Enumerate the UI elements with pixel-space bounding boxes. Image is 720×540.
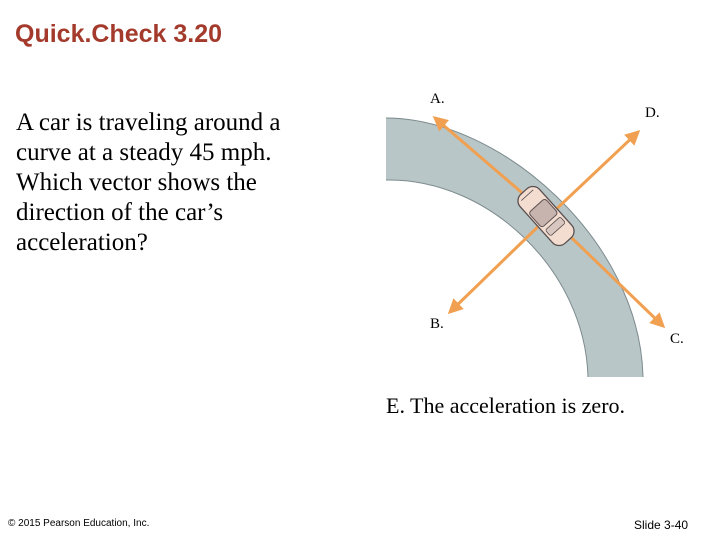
question-line: Which vector shows the	[16, 169, 257, 196]
vector-arrow-d	[549, 132, 638, 216]
slide-title: Quick.Check 3.20	[15, 20, 223, 48]
question-text	[16, 108, 346, 258]
copyright-text: © 2015 Pearson Education, Inc.	[8, 518, 150, 529]
question-line: direction of the car’s	[16, 199, 224, 226]
slide-number: Slide 3-40	[634, 518, 689, 532]
label-d: D.	[645, 105, 660, 121]
question-line: acceleration?	[16, 229, 148, 256]
label-c: C.	[670, 331, 684, 347]
label-b: B.	[430, 316, 444, 332]
label-a: A.	[430, 91, 445, 107]
question-line: curve at a steady 45 mph.	[16, 139, 272, 166]
question-line: A car is traveling around a	[16, 109, 281, 136]
vector-arrow-b	[450, 216, 549, 312]
option-e-text: E. The acceleration is zero.	[386, 393, 626, 418]
curve-diagram	[382, 84, 702, 384]
